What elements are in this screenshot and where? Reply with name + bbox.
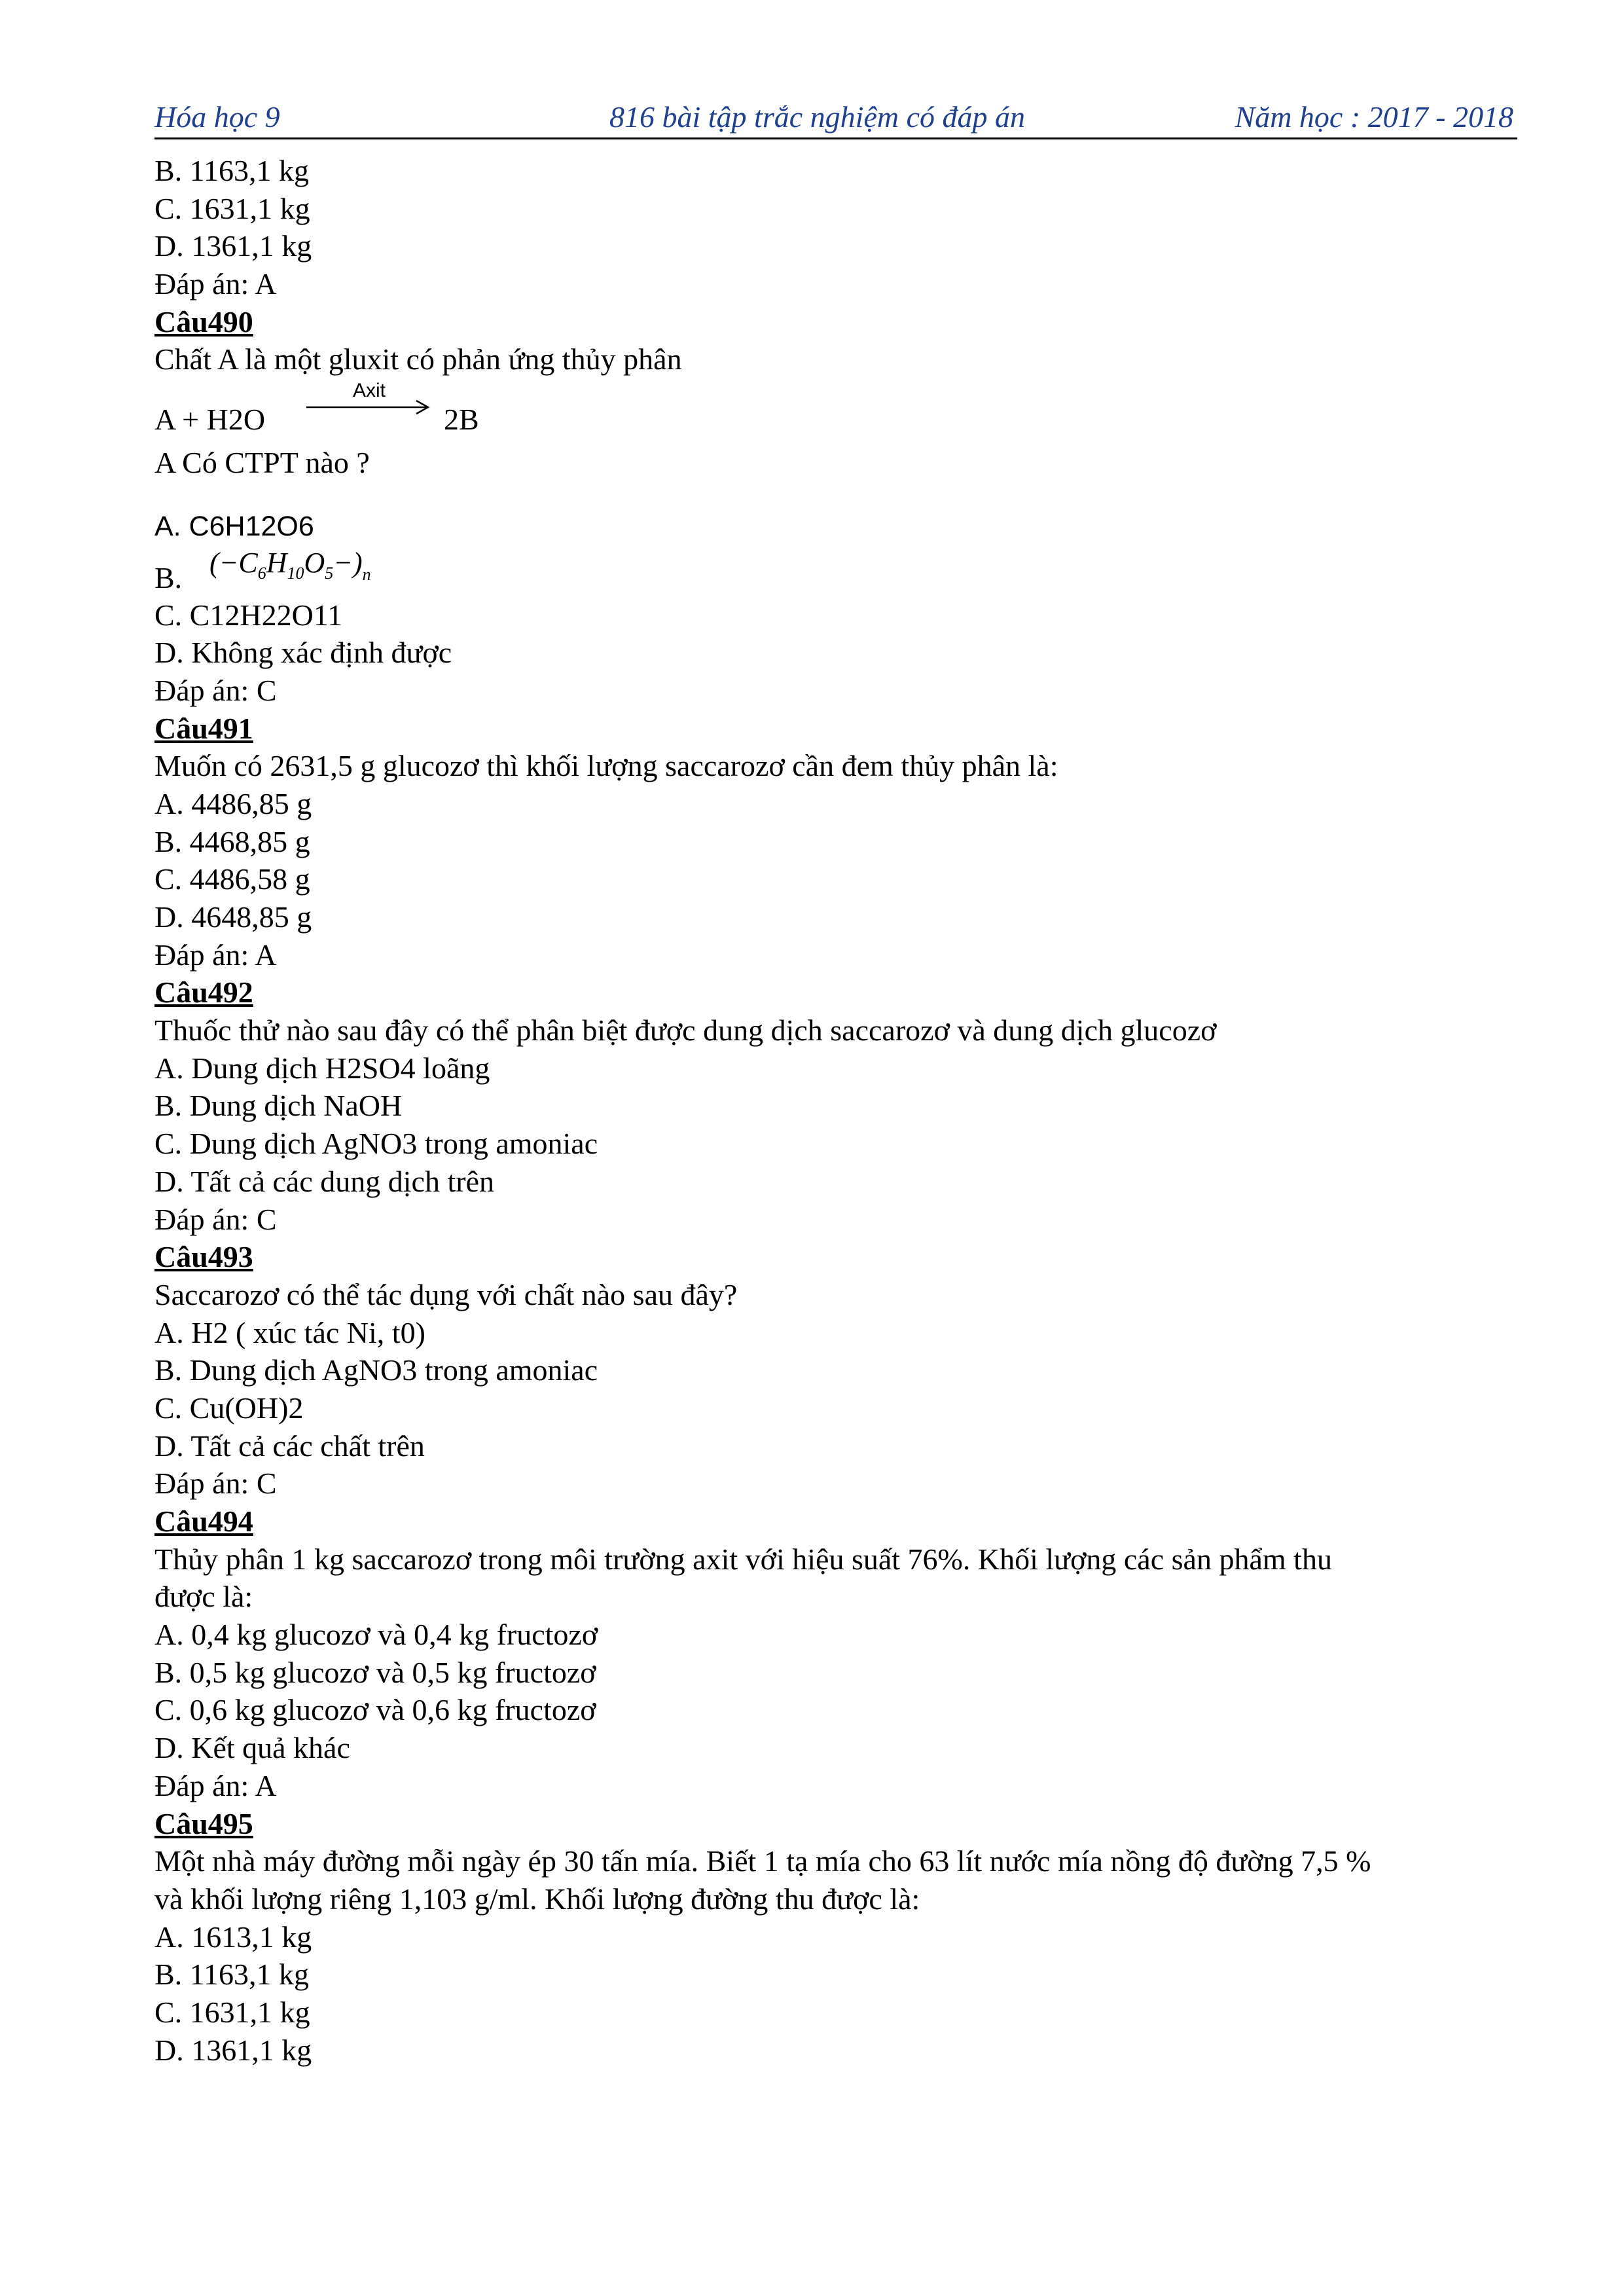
question-text: Saccarozơ có thể tác dụng với chất nào sau đây? xyxy=(154,1277,738,1311)
question-text-line-2: và khối lượng riêng 1,103 g/ml. Khối lượng đường thu được là: xyxy=(154,1882,920,1916)
answer: Đáp án: A xyxy=(154,1768,277,1802)
question-title: Câu495 xyxy=(154,1806,253,1840)
option-d: D. Không xác định được xyxy=(154,636,452,670)
option-b: B. 4468,85 g xyxy=(154,824,310,858)
question-title: Câu494 xyxy=(154,1504,253,1538)
option-b: B. Dung dịch NaOH xyxy=(154,1089,403,1123)
question-text-line-2: được là: xyxy=(154,1580,253,1614)
option-c: C. 4486,58 g xyxy=(154,862,310,896)
question-text: Muốn có 2631,5 g glucozơ thì khối lượng saccarozơ cần đem thủy phân là: xyxy=(154,749,1058,783)
header-title: 816 bài tập trắc nghiệm có đáp án xyxy=(609,100,1025,134)
svg-text:(−C6H10O5−)n: $(-C_6H_{10}O_5-)_n$ xyxy=(209,546,371,584)
answer: Đáp án: A xyxy=(154,267,277,301)
arrow-label: Axit xyxy=(352,380,386,402)
question-491 xyxy=(154,710,1516,974)
option-c: C. 0,6 kg glucozơ và 0,6 kg fructozơ xyxy=(154,1693,596,1727)
option-a: A. 0,4 kg glucozơ và 0,4 kg fructozơ xyxy=(154,1618,598,1652)
page-header xyxy=(154,97,1517,139)
option-d: D. Tất cả các chất trên xyxy=(154,1429,425,1463)
question-text: Chất A là một gluxit có phản ứng thủy phân xyxy=(154,342,682,376)
question-text: Thuốc thử nào sau đây có thể phân biệt được dung dịch saccarozơ và dung dịch glucozơ xyxy=(154,1013,1217,1048)
option-a: A. H2 ( xúc tác Ni, t0) xyxy=(154,1315,425,1349)
question-494 xyxy=(154,1503,1516,1805)
polymer-formula xyxy=(209,541,471,593)
question-title: Câu492 xyxy=(154,975,253,1010)
previous-question-tail xyxy=(154,152,1516,303)
option-a: A. C6H12O6 xyxy=(154,510,314,542)
question-493 xyxy=(154,1238,1516,1503)
reaction-arrow-icon xyxy=(304,378,435,424)
question-title: Câu491 xyxy=(154,711,253,745)
option-c: C. Dung dịch AgNO3 trong amoniac xyxy=(154,1127,598,1161)
question-text-line-1: Thủy phân 1 kg saccarozơ trong môi trường axit với hiệu suất 76%. Khối lượng các sản phẩm thu xyxy=(154,1542,1332,1576)
answer: Đáp án: C xyxy=(154,1202,277,1236)
equation-lhs: A + H2O xyxy=(154,403,266,437)
answer: Đáp án: C xyxy=(154,673,277,707)
option-b: B. 0,5 kg glucozơ và 0,5 kg fructozơ xyxy=(154,1655,596,1689)
question-title: Câu493 xyxy=(154,1240,253,1274)
page-content xyxy=(154,152,1516,2069)
equation-rhs: 2B xyxy=(444,403,479,437)
question-prompt: A Có CTPT nào ? xyxy=(154,446,370,480)
option-d: D. Kết quả khác xyxy=(154,1731,350,1765)
question-490 xyxy=(154,303,1516,710)
header-school-year: Năm học : 2017 - 2018 xyxy=(1235,100,1513,134)
header-subject: Hóa học 9 xyxy=(154,100,280,134)
answer: Đáp án: C xyxy=(154,1467,277,1501)
question-text-line-1: Một nhà máy đường mỗi ngày ép 30 tấn mía. Biết 1 tạ mía cho 63 lít nước mía nồng độ đường 7,5 % xyxy=(154,1844,1371,1878)
answer: Đáp án: A xyxy=(154,938,277,972)
option-b: B. Dung dịch AgNO3 trong amoniac xyxy=(154,1353,598,1387)
option-d: D. Tất cả các dung dịch trên xyxy=(154,1164,494,1198)
reaction-equation xyxy=(154,378,1516,444)
option-a: A. Dung dịch H2SO4 loãng xyxy=(154,1051,490,1085)
option-a: A. 1613,1 kg xyxy=(154,1920,312,1954)
question-492 xyxy=(154,974,1516,1238)
option-c: C. Cu(OH)2 xyxy=(154,1391,304,1425)
option-d: D. 4648,85 g xyxy=(154,900,312,934)
option-b xyxy=(154,546,1516,596)
option-c: C. C12H22O11 xyxy=(154,598,343,632)
question-title: Câu490 xyxy=(154,304,253,338)
option-b: B. 1163,1 kg xyxy=(154,1958,309,1992)
option-d: D. 1361,1 kg xyxy=(154,229,312,263)
option-b: B. 1163,1 kg xyxy=(154,154,309,187)
option-c: C. 1631,1 kg xyxy=(154,1995,310,2029)
option-b-letter: B. xyxy=(154,560,183,594)
option-c: C. 1631,1 kg xyxy=(154,191,310,225)
option-a: A. 4486,85 g xyxy=(154,786,312,820)
option-d: D. 1361,1 kg xyxy=(154,2033,312,2067)
question-495 xyxy=(154,1805,1516,2069)
